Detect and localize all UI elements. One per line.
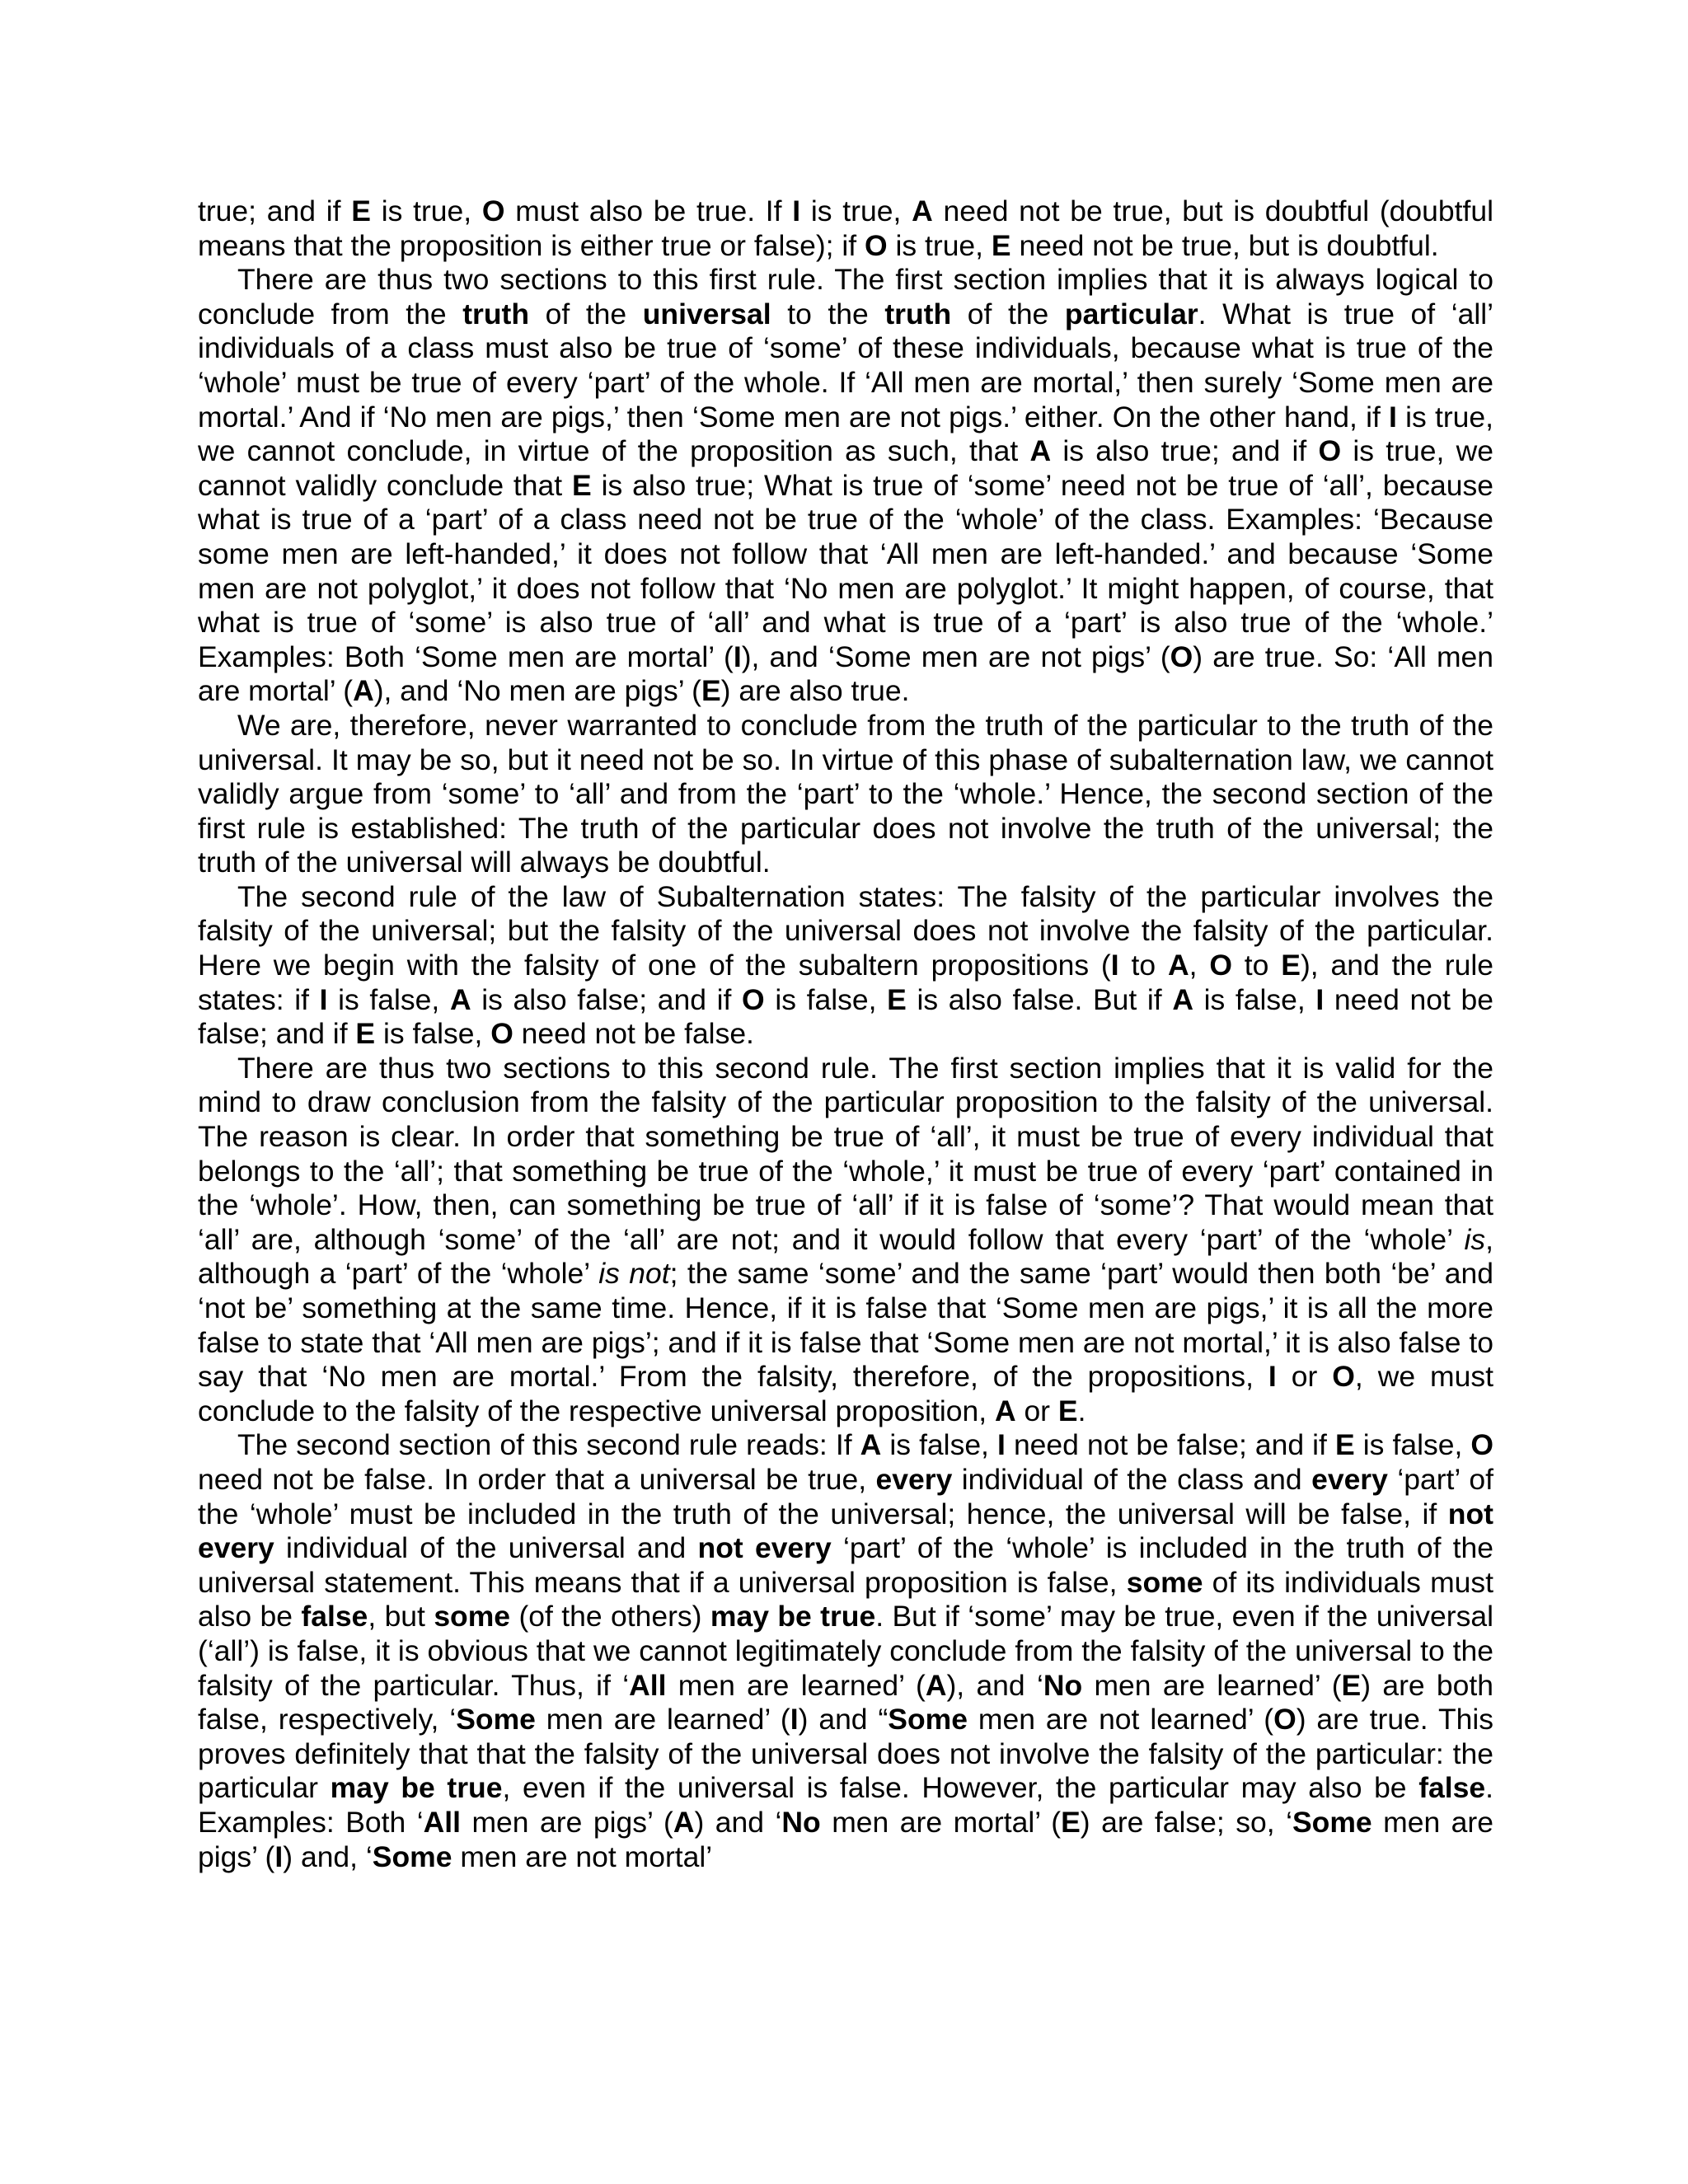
bold-text: may be true <box>330 1771 503 1805</box>
bold-text: I <box>997 1428 1006 1462</box>
text-run: men are learned’ ( <box>1082 1668 1342 1702</box>
bold-text: E <box>351 194 371 227</box>
bold-text: Some <box>372 1840 452 1873</box>
text-run: ), and ‘ <box>946 1668 1043 1702</box>
bold-text: A <box>1167 949 1189 982</box>
bold-text: O <box>1209 949 1232 982</box>
bold-text: O <box>1273 1703 1296 1736</box>
bold-text: some <box>434 1600 511 1633</box>
text-run: is false, <box>1193 982 1316 1016</box>
text-run: ) are both false, respectively, ‘ <box>198 1668 1494 1736</box>
text-run: ) and “ <box>798 1703 889 1736</box>
paragraph <box>198 880 1493 1052</box>
text-run: , <box>1189 949 1210 982</box>
text-run: ), and ‘Some men are not pigs’ ( <box>741 640 1170 673</box>
bold-text: not every <box>198 1497 1493 1565</box>
text-run: ; the same ‘some’ and the same ‘part’ would then both ‘be’ and ‘not be’ something at the same time. Hence, if it is false that ‘Some men are pigs,’ it is all the more false to state that ‘All men are pigs’; and if it is false that ‘Some men are not mortal,’ it is also false to say that ‘No men are mortal.’ From the falsity, therefore, of the propositions, <box>198 1257 1493 1394</box>
text-run: . Examples: Both ‘ <box>198 1771 1493 1839</box>
bold-text: I <box>1110 949 1119 982</box>
text-run: of the <box>951 297 1065 330</box>
bold-text: not every <box>697 1531 832 1565</box>
bold-text: E <box>991 228 1011 262</box>
bold-text: E <box>1057 1394 1078 1427</box>
bold-text: E <box>572 468 592 502</box>
text-run: men are not learned’ ( <box>967 1703 1274 1736</box>
paragraph <box>198 1052 1493 1429</box>
bold-text: false <box>301 1600 368 1633</box>
bold-text: Some <box>888 1703 968 1736</box>
text-run: to the <box>771 297 885 330</box>
text-run: is false, <box>1354 1428 1471 1462</box>
bold-text: I <box>792 194 801 227</box>
text-run: need not be false. In order that a universal be true, <box>198 1462 876 1496</box>
text-run: or <box>1276 1360 1333 1394</box>
bold-text: every <box>875 1462 953 1496</box>
text-run: is true, <box>370 194 482 227</box>
text-run: of its individuals must also be <box>198 1565 1493 1633</box>
text-run: is false, <box>327 982 450 1016</box>
text-run: need not be false. <box>513 1017 754 1051</box>
text-run: , we must conclude to the falsity of the respective universal proposition, <box>198 1360 1493 1427</box>
text-run: , although a ‘part’ of the ‘whole’ <box>198 1222 1493 1291</box>
text-run: is true, <box>800 194 912 227</box>
text-run: There are thus two sections to this second rule. The first section implies that it is valid for the mind to draw conclusion from the falsity of the particular proposition to the falsity of the universal. The reason is clear. In order that something be true of ‘all’, it must be true of every individual that belongs to the ‘all’; that something be true of the ‘whole,’ it must be true of every ‘part’ contained in the ‘whole’. How, then, can something be true of ‘all’ if it is false of ‘some’? That would mean that ‘all’ are, although ‘some’ of the ‘all’ are not; and it would follow that every ‘part’ of the ‘whole’ <box>198 1051 1493 1256</box>
bold-text: universal <box>642 297 771 330</box>
text-run: true; and if <box>198 194 352 227</box>
italic-text: is <box>1464 1222 1486 1256</box>
text-run: men are mortal’ ( <box>820 1805 1062 1839</box>
text-run: must also be true. If <box>504 194 793 227</box>
text-run: (of the others) <box>510 1600 710 1633</box>
text-run: is true, <box>887 228 992 262</box>
bold-text: O <box>865 228 888 262</box>
bold-text: A <box>994 1394 1016 1427</box>
bold-text: O <box>1470 1428 1494 1462</box>
text-run: is true, we cannot validly conclude that <box>198 434 1493 502</box>
text-run: need not be false; and if <box>1005 1428 1335 1462</box>
text-run: . But if ‘some’ may be true, even if the universal (‘all’) is false, it is obvious that we cannot legitimately conclude from the falsity of the universal to the falsity of the particular. Thus, if ‘ <box>198 1600 1493 1702</box>
paragraph <box>198 194 1493 263</box>
document-page <box>198 194 1493 1874</box>
bold-text: E <box>355 1017 376 1051</box>
bold-text: O <box>481 194 505 227</box>
text-run: There are thus two sections to this first rule. The first section implies that it is always logical to conclude from the <box>198 263 1493 330</box>
text-run: ) are also true. <box>720 674 910 708</box>
bold-text: I <box>1268 1360 1277 1394</box>
text-run: ) are true. This proves definitely that that the falsity of the universal does not involve the falsity of the particular: the particular <box>198 1703 1494 1805</box>
bold-text: O <box>1318 434 1342 468</box>
text-run: men are learned’ ( <box>535 1703 790 1736</box>
text-run: is true, we cannot conclude, in virtue of the proposition as such, that <box>198 400 1493 468</box>
paragraph <box>198 1428 1493 1874</box>
bold-text: E <box>887 982 907 1016</box>
text-run: , even if the universal is false. However, the particular may also be <box>502 1771 1419 1805</box>
text-run: ) and, ‘ <box>283 1840 373 1873</box>
bold-text: O <box>1332 1360 1355 1394</box>
bold-text: every <box>1311 1462 1388 1496</box>
bold-text: E <box>1061 1805 1081 1839</box>
bold-text: A <box>860 1428 882 1462</box>
bold-text: some <box>1126 1565 1203 1599</box>
bold-text: Some <box>456 1703 536 1736</box>
bold-text: I <box>790 1703 799 1736</box>
bold-text: E <box>1335 1428 1355 1462</box>
bold-text: No <box>1043 1668 1083 1702</box>
italic-text: is not <box>598 1257 670 1291</box>
text-run: to <box>1118 949 1168 982</box>
bold-text: A <box>925 1668 947 1702</box>
bold-text: false <box>1418 1771 1486 1805</box>
bold-text: O <box>490 1017 513 1051</box>
text-run: is false, <box>375 1017 491 1051</box>
bold-text: O <box>742 982 765 1016</box>
text-run: is also true; What is true of ‘some’ need not be true of ‘all’, because what is true of a ‘part’ of a class need not be true of the ‘whole’ of the class. Examples: ‘Because some men are left-handed,’ it does not follow that ‘All men are left-handed.’ and because ‘Some men are not polyglot,’ it does not follow that ‘No men are polyglot.’ It might happen, of course, that what is true of ‘some’ is also true of ‘all’ and what is true of a ‘part’ is also true of the ‘whole.’ Examples: Both ‘Some men are mortal’ ( <box>198 468 1493 673</box>
text-run: or <box>1015 1394 1058 1427</box>
bold-text: A <box>1172 982 1193 1016</box>
bold-text: No <box>781 1805 821 1839</box>
text-run: ), and ‘No men are pigs’ ( <box>373 674 701 708</box>
text-run: is also false; and if <box>471 982 743 1016</box>
bold-text: E <box>701 674 721 708</box>
text-run: ) are false; so, ‘ <box>1080 1805 1292 1839</box>
paragraph <box>198 709 1493 880</box>
bold-text: truth <box>884 297 952 330</box>
bold-text: I <box>733 640 742 673</box>
text-run: need not be true, but is doubtful. <box>1010 228 1439 262</box>
bold-text: I <box>319 982 328 1016</box>
bold-text: A <box>353 674 374 708</box>
bold-text: A <box>449 982 471 1016</box>
bold-text: All <box>629 1668 667 1702</box>
bold-text: A <box>673 1805 695 1839</box>
text-run: ‘part’ of the ‘whole’ must be included in the truth of the universal; hence, the universal will be false, if <box>198 1462 1493 1530</box>
text-run: of the <box>529 297 643 330</box>
bold-text: O <box>1170 640 1193 673</box>
bold-text: truth <box>462 297 530 330</box>
text-run: need not be true, but is doubtful (doubtful means that the proposition is either true or false); if <box>198 194 1494 262</box>
text-run: to <box>1231 949 1282 982</box>
text-run: ‘part’ of the ‘whole’ is included in the truth of the universal statement. This means that if a universal proposition is false, <box>198 1531 1494 1599</box>
text-run: We are, therefore, never warranted to conclude from the truth of the particular to the truth of the universal. It may be so, but it need not be so. In virtue of this phase of subalternation law, we cannot validly argue from ‘some’ to ‘all’ and from the ‘part’ to the ‘whole.’ Hence, the second section of the first rule is established: The truth of the particular does not involve the truth of the universal; the truth of the universal will always be doubtful. <box>198 708 1493 879</box>
bold-text: may be true <box>710 1600 876 1633</box>
bold-text: E <box>1281 949 1301 982</box>
text-run: men are pigs’ ( <box>198 1805 1493 1873</box>
text-run: is also true; and if <box>1051 434 1319 468</box>
paragraph <box>198 263 1493 709</box>
text-run: individual of the universal and <box>274 1531 698 1565</box>
text-run: . <box>1077 1394 1086 1427</box>
text-run: ) are true. So: ‘All men are mortal’ ( <box>198 640 1494 708</box>
text-run: . What is true of ‘all’ individuals of a class must also be true of ‘some’ of these individuals, because what is true of the ‘whole’ must be true of every ‘part’ of the whole. If ‘All men are mortal,’ then surely ‘Some men are mortal.’ And if ‘No men are pigs,’ then ‘Some men are not pigs.’ either. On the other hand, if <box>198 297 1494 434</box>
text-run: individual of the class and <box>952 1462 1312 1496</box>
text-run: The second rule of the law of Subalternation states: The falsity of the particular involves the falsity of the universal; but the falsity of the universal does not involve the falsity of the particular. Here we begin with the falsity of one of the subaltern propositions ( <box>198 879 1493 982</box>
bold-text: A <box>912 194 933 227</box>
text-run: ) and ‘ <box>694 1805 782 1839</box>
text-run: is false, <box>764 982 888 1016</box>
text-run: is also false. But if <box>906 982 1173 1016</box>
bold-text: I <box>274 1840 284 1873</box>
text-run: men are pigs’ ( <box>461 1805 673 1839</box>
bold-text: A <box>1029 434 1052 468</box>
bold-text: E <box>1341 1668 1362 1702</box>
text-run: , but <box>368 1600 434 1633</box>
bold-text: All <box>423 1805 461 1839</box>
text-run: men are not mortal’ <box>452 1840 713 1873</box>
text-run: men are learned’ ( <box>666 1668 926 1702</box>
bold-text: Some <box>1292 1805 1372 1839</box>
bold-text: particular <box>1064 297 1198 330</box>
text-run: The second section of this second rule reads: If <box>237 1428 860 1462</box>
text-run: is false, <box>881 1428 997 1462</box>
text-run: need not be false; and if <box>198 982 1494 1051</box>
text-run: ), and the rule states: if <box>198 949 1493 1016</box>
bold-text: I <box>1389 400 1397 434</box>
bold-text: I <box>1315 982 1325 1016</box>
